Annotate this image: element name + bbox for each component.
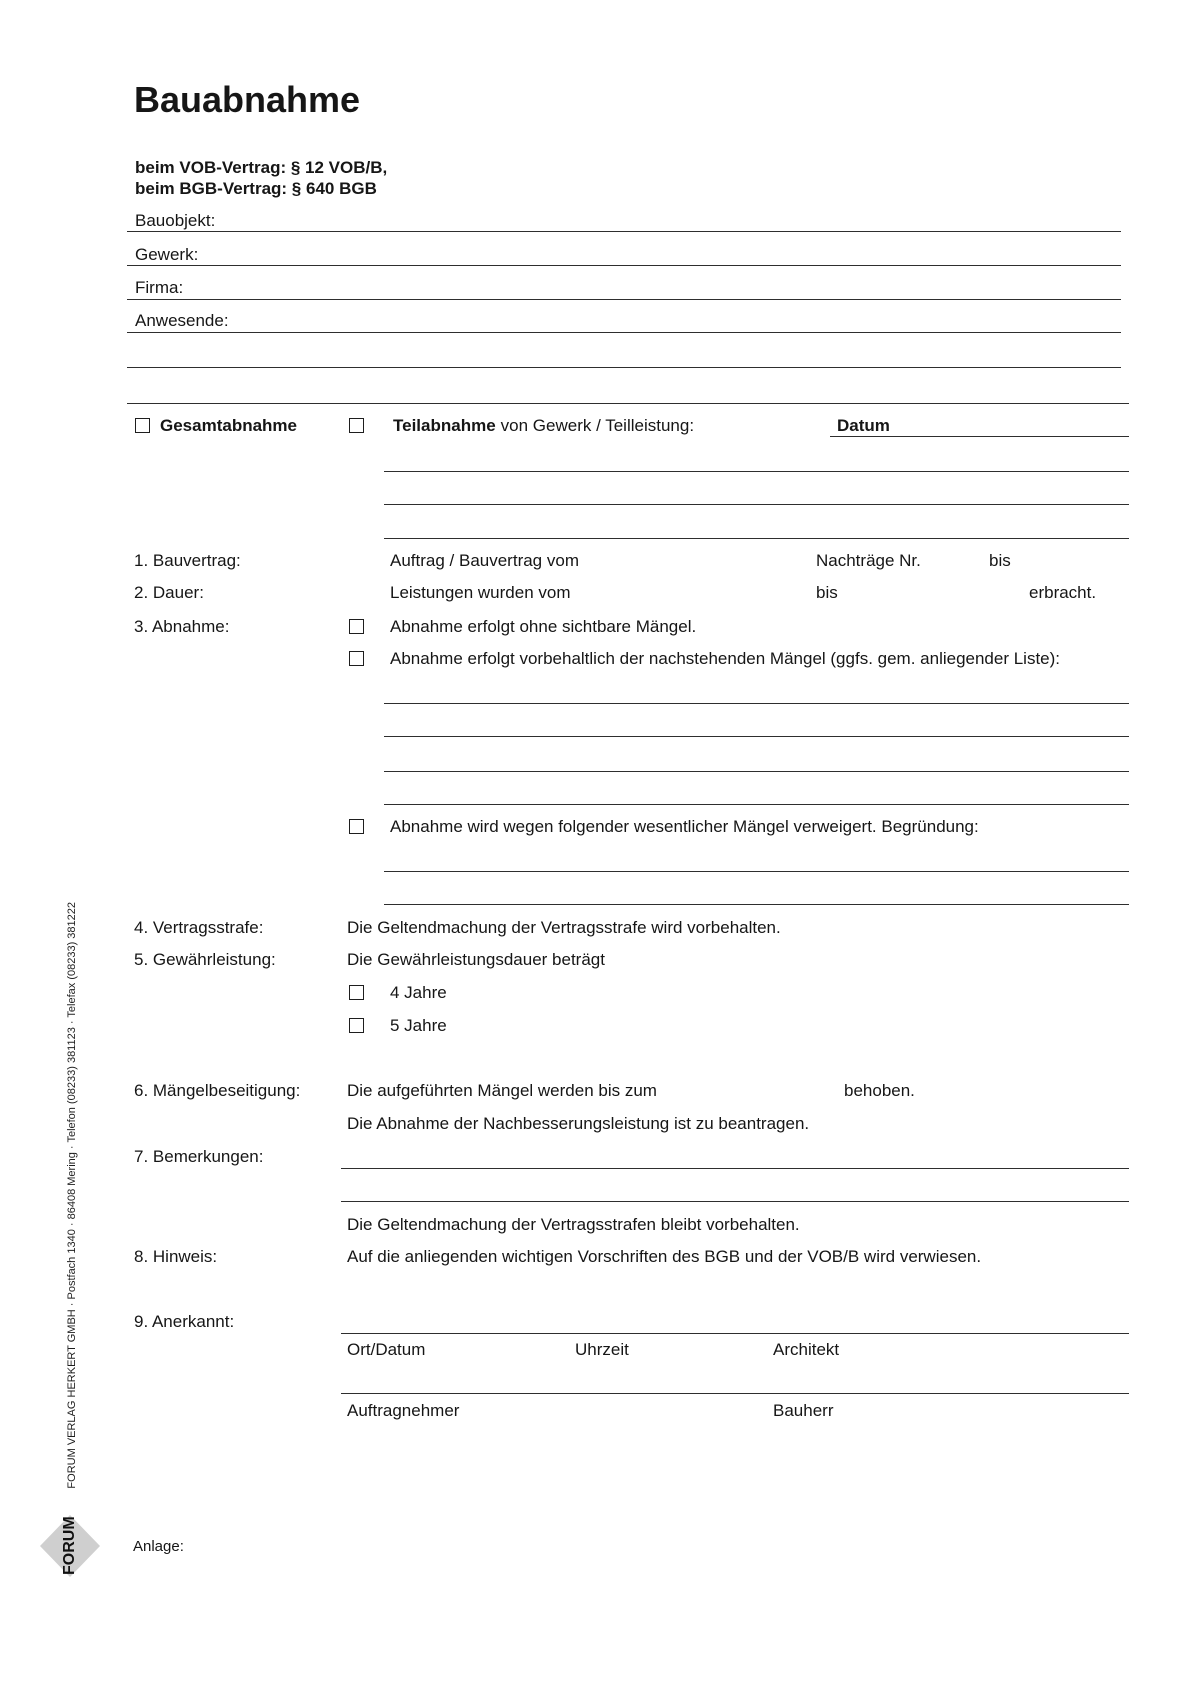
teilleistung-fill-line-1[interactable] bbox=[384, 471, 1129, 472]
nachbesserung-text: Die Abnahme der Nachbesserungsleistung ist zu beantragen. bbox=[347, 1114, 810, 1133]
abnahme-verweigert-text: Abnahme wird wegen folgender wesentlicher Mängel verweigert. Begründung: bbox=[390, 817, 979, 836]
vertragsstrafe-text: Die Geltendmachung der Vertragsstrafe wird vorbehalten. bbox=[347, 918, 781, 937]
firma-fill-line[interactable] bbox=[127, 299, 1121, 300]
datum-fill-line[interactable] bbox=[830, 436, 1129, 437]
dauer-bis-label: bis bbox=[816, 583, 838, 602]
gewaehrleistung-5-jahre-checkbox[interactable] bbox=[349, 1018, 364, 1033]
abnahme-label: 3. Abnahme: bbox=[134, 617, 230, 636]
auftragnehmer-label: Auftragnehmer bbox=[347, 1401, 460, 1420]
gewaehrleistung-text: Die Gewährleistungsdauer beträgt bbox=[347, 950, 605, 969]
bemerkungen-text: Die Geltendmachung der Vertragsstrafen bleibt vorbehalten. bbox=[347, 1215, 800, 1234]
abnahme-verweigert-checkbox[interactable] bbox=[349, 819, 364, 834]
teilabnahme-label bbox=[393, 416, 694, 436]
signature-line-2[interactable] bbox=[341, 1393, 1129, 1394]
contract-basis bbox=[135, 157, 387, 199]
maengel-fill-line-4[interactable] bbox=[384, 804, 1129, 805]
bauherr-label: Bauherr bbox=[773, 1401, 834, 1420]
maengelbeseitigung-label: 6. Mängelbeseitigung: bbox=[134, 1081, 301, 1100]
bemerkungen-fill-line-1[interactable] bbox=[341, 1168, 1129, 1169]
abnahme-ohne-maengel-text: Abnahme erfolgt ohne sichtbare Mängel. bbox=[390, 617, 697, 636]
nachtraege-bis-label: bis bbox=[989, 551, 1011, 570]
dauer-erbracht-label: erbracht. bbox=[1029, 583, 1097, 602]
anwesende-fill-line[interactable] bbox=[127, 332, 1121, 333]
gewerk-fill-line[interactable] bbox=[127, 265, 1121, 266]
publisher-imprint: FORUM VERLAG HERKERT GMBH · Postfach 1340 · 86408 Mering · Telefon (08233) 381123 · Telefax (08233) 381222 bbox=[66, 902, 78, 1489]
bauobjekt-fill-line[interactable] bbox=[127, 231, 1121, 232]
firma-label: Firma: bbox=[135, 278, 184, 297]
abnahme-ohne-maengel-checkbox[interactable] bbox=[349, 619, 364, 634]
teilabnahme-label-bold: Teilabnahme bbox=[393, 416, 496, 435]
uhrzeit-label: Uhrzeit bbox=[575, 1340, 629, 1359]
section-divider bbox=[127, 403, 1129, 404]
anlage-label: Anlage: bbox=[133, 1538, 184, 1555]
teilabnahme-checkbox[interactable] bbox=[349, 418, 364, 433]
teilleistung-fill-line-3[interactable] bbox=[384, 538, 1129, 539]
gewaehrleistung-4-jahre-label: 4 Jahre bbox=[390, 983, 447, 1002]
dauer-text: Leistungen wurden vom bbox=[390, 583, 571, 602]
gesamtabnahme-label: Gesamtabnahme bbox=[160, 416, 297, 435]
anwesende-fill-line-2[interactable] bbox=[127, 367, 1121, 368]
bauvertrag-text: Auftrag / Bauvertrag vom bbox=[390, 551, 579, 570]
begruendung-fill-line-2[interactable] bbox=[384, 904, 1129, 905]
nachtraege-label: Nachträge Nr. bbox=[816, 551, 921, 570]
gewaehrleistung-label: 5. Gewährleistung: bbox=[134, 950, 276, 969]
abnahme-vorbehalt-checkbox[interactable] bbox=[349, 651, 364, 666]
maengel-fill-line-3[interactable] bbox=[384, 771, 1129, 772]
bemerkungen-label: 7. Bemerkungen: bbox=[134, 1147, 264, 1166]
maengelbeseitigung-text: Die aufgeführten Mängel werden bis zum bbox=[347, 1081, 657, 1100]
begruendung-fill-line-1[interactable] bbox=[384, 871, 1129, 872]
gewaehrleistung-4-jahre-checkbox[interactable] bbox=[349, 985, 364, 1000]
gesamtabnahme-checkbox[interactable] bbox=[135, 418, 150, 433]
bauobjekt-label: Bauobjekt: bbox=[135, 211, 216, 230]
bauvertrag-label: 1. Bauvertrag: bbox=[134, 551, 241, 570]
gewaehrleistung-5-jahre-label: 5 Jahre bbox=[390, 1016, 447, 1035]
contract-basis-vob: beim VOB-Vertrag: § 12 VOB/B, bbox=[135, 158, 388, 177]
ort-datum-label: Ort/Datum bbox=[347, 1340, 426, 1359]
maengelbeseitigung-behoben: behoben. bbox=[844, 1081, 915, 1100]
teilabnahme-label-rest: von Gewerk / Teilleistung: bbox=[500, 416, 695, 435]
forum-logo bbox=[39, 1514, 101, 1578]
anerkannt-label: 9. Anerkannt: bbox=[134, 1312, 235, 1331]
dauer-label: 2. Dauer: bbox=[134, 583, 204, 602]
contract-basis-bgb: beim BGB-Vertrag: § 640 BGB bbox=[135, 179, 377, 198]
vertragsstrafe-label: 4. Vertragsstrafe: bbox=[134, 918, 264, 937]
teilleistung-fill-line-2[interactable] bbox=[384, 504, 1129, 505]
hinweis-label: 8. Hinweis: bbox=[134, 1247, 218, 1266]
abnahme-vorbehalt-text: Abnahme erfolgt vorbehaltlich der nachstehenden Mängel (ggfs. gem. anliegender Liste): bbox=[390, 649, 1061, 668]
maengel-fill-line-2[interactable] bbox=[384, 736, 1129, 737]
page-title: Bauabnahme bbox=[134, 79, 361, 120]
architekt-label: Architekt bbox=[773, 1340, 840, 1359]
datum-label: Datum bbox=[837, 416, 890, 435]
anwesende-label: Anwesende: bbox=[135, 311, 229, 330]
bemerkungen-fill-line-2[interactable] bbox=[341, 1201, 1129, 1202]
maengel-fill-line-1[interactable] bbox=[384, 703, 1129, 704]
logo-lettering: FORUM bbox=[61, 1516, 78, 1575]
hinweis-text: Auf die anliegenden wichtigen Vorschriften des BGB und der VOB/B wird verwiesen. bbox=[347, 1247, 982, 1266]
gewerk-label: Gewerk: bbox=[135, 245, 199, 264]
signature-line-1[interactable] bbox=[341, 1333, 1129, 1334]
